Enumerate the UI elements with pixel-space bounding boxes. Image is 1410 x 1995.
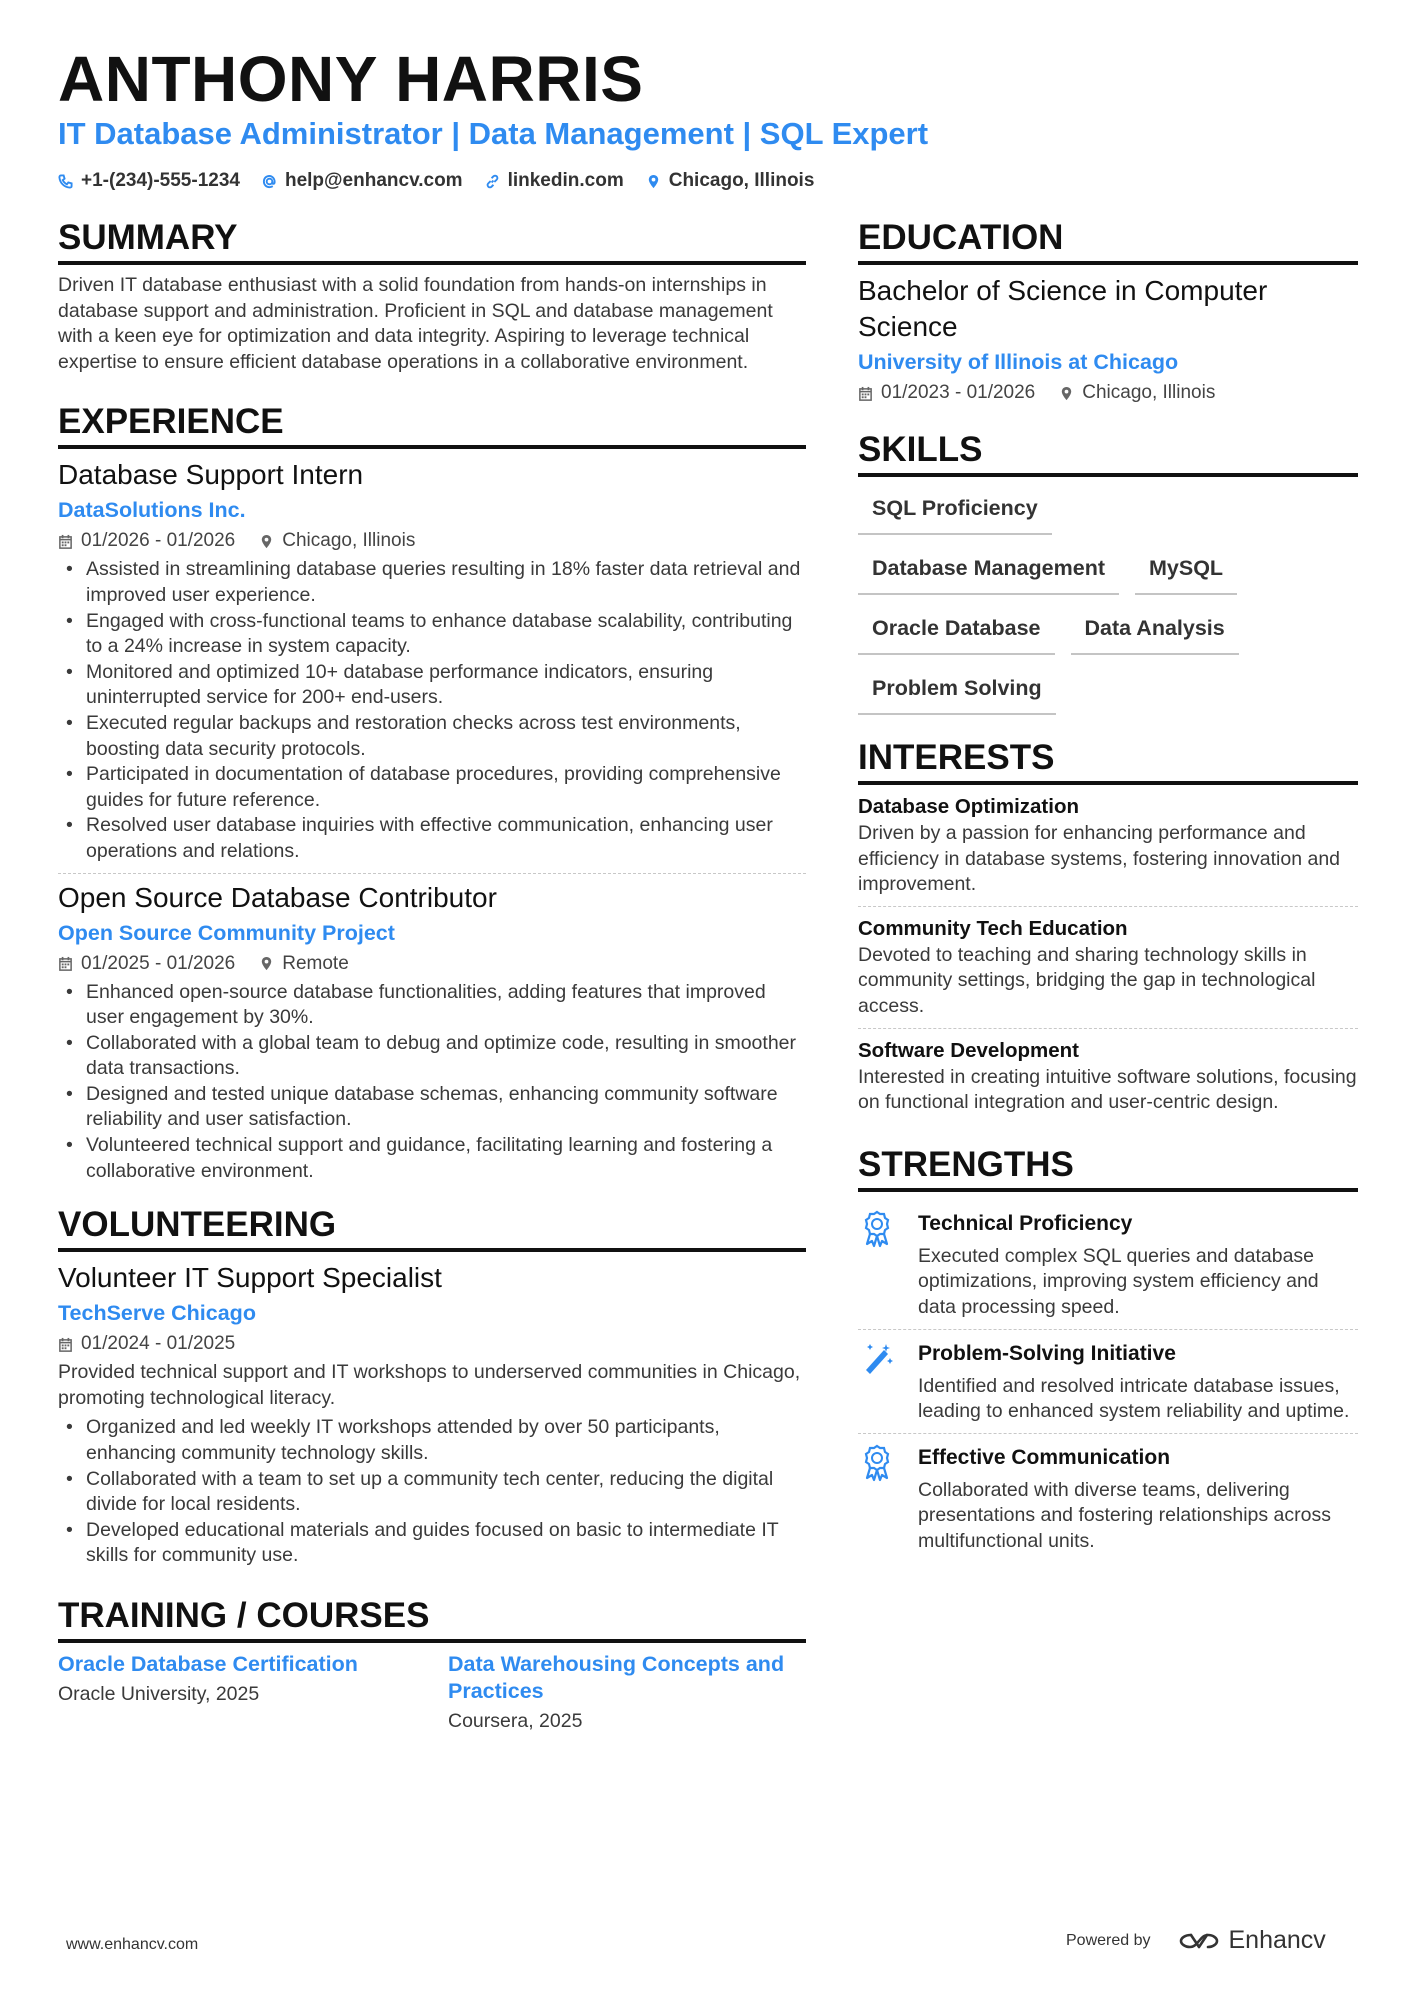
bullet-item: • Volunteered technical support and guidance, facilitating learning and fostering a collaborative environment. <box>58 1133 806 1184</box>
experience-entry <box>58 880 806 1185</box>
summary-heading: SUMMARY <box>58 217 806 265</box>
left-column <box>58 217 806 1763</box>
job-title: Database Support Intern <box>58 459 364 491</box>
magic-wand-icon <box>860 1340 894 1378</box>
calendar-icon <box>58 956 73 971</box>
course-provider: Oracle University, 2025 <box>58 1683 260 1705</box>
bullet-item: • Resolved user database inquiries with effective communication, enhancing user operations and relations. <box>58 813 806 864</box>
job-bullets <box>58 557 806 864</box>
strength-text: Identified and resolved intricate database issues, leading to enhanced system reliability and uptime. <box>918 1374 1350 1423</box>
strength-icon-wrap <box>858 1208 896 1321</box>
skill-tag: Database Management <box>858 553 1119 595</box>
interest-text: Driven by a passion for enhancing performance and efficiency in database systems, fostering innovation and improvement. <box>858 822 1341 896</box>
bullet-item: • Collaborated with a team to set up a community tech center, reducing the digital divide for local residents. <box>58 1467 806 1518</box>
interests-section <box>858 737 1358 1124</box>
powered-by-label: Powered by <box>1066 1931 1151 1949</box>
strengths-section <box>858 1144 1358 1563</box>
job-location <box>259 527 415 555</box>
calendar-icon <box>58 1337 73 1352</box>
volunteer-meta <box>58 1330 806 1358</box>
education-heading: EDUCATION <box>858 217 1358 265</box>
award-ribbon-icon <box>860 1444 894 1482</box>
education-dates-text: 01/2023 - 01/2026 <box>881 382 1036 403</box>
contact-email[interactable] <box>262 170 463 192</box>
job-dates <box>58 950 235 978</box>
skill-tag: MySQL <box>1135 553 1237 595</box>
footer-website[interactable]: www.enhancv.com <box>66 1936 199 1953</box>
training-item <box>448 1651 788 1737</box>
skill-tag: Oracle Database <box>858 613 1055 655</box>
education-meta <box>858 379 1358 407</box>
skill-tag: Problem Solving <box>858 673 1056 715</box>
link-icon <box>485 174 500 189</box>
interest-title: Database Optimization <box>858 795 1079 818</box>
bullet-item: • Collaborated with a global team to debug and optimize code, resulting in smoother data transactions. <box>58 1031 806 1082</box>
strengths-heading: STRENGTHS <box>858 1144 1358 1192</box>
bullet-item: • Participated in documentation of database procedures, providing comprehensive guides for future reference. <box>58 762 806 813</box>
education-section <box>858 217 1358 407</box>
education-location-text: Chicago, Illinois <box>1082 382 1216 403</box>
volunteer-dates-text: 01/2024 - 01/2025 <box>81 1333 236 1355</box>
right-column <box>858 217 1358 1589</box>
job-dates <box>58 527 235 555</box>
company-name: DataSolutions Inc. <box>58 498 246 523</box>
strength-title: Problem-Solving Initiative <box>918 1341 1176 1365</box>
phone-icon <box>58 174 73 189</box>
job-dates-text: 01/2025 - 01/2026 <box>81 952 236 974</box>
headline: IT Database Administrator | Data Management | SQL Expert <box>58 116 929 151</box>
course-title: Oracle Database Certification <box>58 1652 358 1676</box>
strength-item <box>858 1329 1358 1433</box>
enhancv-logo-icon <box>1177 1929 1221 1953</box>
experience-heading: EXPERIENCE <box>58 401 806 449</box>
brand-logo[interactable] <box>1177 1926 1326 1955</box>
strength-text: Collaborated with diverse teams, delivering presentations and fostering relationships across multifunctional units. <box>918 1478 1331 1552</box>
education-location <box>1059 379 1215 407</box>
contact-linkedin[interactable] <box>485 170 624 192</box>
skills-section <box>858 429 1358 715</box>
interest-item <box>858 1028 1358 1124</box>
job-meta <box>58 527 806 555</box>
course-provider: Coursera, 2025 <box>448 1710 583 1732</box>
strength-title: Effective Communication <box>918 1445 1171 1469</box>
strength-body <box>918 1338 1358 1425</box>
job-location <box>259 950 349 978</box>
brand-name: Enhancv <box>1228 1926 1326 1954</box>
calendar-icon <box>858 386 873 401</box>
volunteer-role: Volunteer IT Support Specialist <box>58 1262 442 1294</box>
skills-list <box>858 485 1358 715</box>
volunteer-description: Provided technical support and IT workshops to underserved communities in Chicago, promoting technological literacy. <box>58 1361 801 1409</box>
location-pin-icon <box>259 534 274 549</box>
experience-section <box>58 401 806 1184</box>
training-heading: TRAINING / COURSES <box>58 1595 806 1643</box>
experience-entry <box>58 457 806 864</box>
contact-bar <box>58 170 814 192</box>
interest-title: Community Tech Education <box>858 916 1128 940</box>
course-title: Data Warehousing Concepts and Practices <box>448 1652 785 1703</box>
interest-text: Interested in creating intuitive software solutions, focusing on functional integration and user-centric design. <box>858 1065 1357 1114</box>
bullet-item: • Designed and tested unique database schemas, enhancing community software reliability and user satisfaction. <box>58 1082 806 1133</box>
training-list <box>58 1651 806 1737</box>
degree-title: Bachelor of Science in Computer Science <box>858 275 1268 342</box>
contact-phone[interactable] <box>58 170 240 192</box>
job-location-text: Chicago, Illinois <box>282 530 416 552</box>
contact-linkedin-text: linkedin.com <box>507 170 624 191</box>
calendar-icon <box>58 534 73 549</box>
interest-text: Devoted to teaching and sharing technology skills in community settings, bridging the gap in technological access. <box>858 943 1316 1017</box>
location-pin-icon <box>259 956 274 971</box>
interest-item <box>858 906 1358 1028</box>
bullet-item: • Organized and led weekly IT workshops attended by over 50 participants, enhancing community technology skills. <box>58 1415 806 1466</box>
volunteer-dates <box>58 1330 235 1358</box>
school-name: University of Illinois at Chicago <box>858 350 1179 374</box>
strength-icon-wrap <box>858 1442 896 1555</box>
candidate-name: ANTHONY HARRIS <box>58 43 644 115</box>
company-name: Open Source Community Project <box>58 920 395 945</box>
entry-divider <box>58 873 806 874</box>
volunteering-section <box>58 1204 806 1569</box>
job-title: Open Source Database Contributor <box>58 881 497 913</box>
bullet-item: • Executed regular backups and restoration checks across test environments, boosting data security protocols. <box>58 711 806 762</box>
bullet-item: • Monitored and optimized 10+ database performance indicators, ensuring uninterrupted service for 200+ end-users. <box>58 660 806 711</box>
strength-body <box>918 1442 1358 1555</box>
strength-text: Executed complex SQL queries and database optimizations, improving system efficiency and data processing speed. <box>918 1244 1319 1318</box>
volunteer-organization: TechServe Chicago <box>58 1301 256 1326</box>
contact-email-text: help@enhancv.com <box>284 170 463 191</box>
training-section <box>58 1595 806 1737</box>
award-ribbon-icon <box>860 1210 894 1248</box>
volunteer-bullets <box>58 1415 806 1569</box>
training-item <box>58 1651 448 1737</box>
bullet-item: • Enhanced open-source database functionalities, adding features that improved user engagement by 30%. <box>58 980 806 1031</box>
contact-phone-text: +1-(234)-555-1234 <box>81 170 240 191</box>
interest-item <box>858 793 1358 906</box>
at-icon <box>262 174 277 189</box>
job-location-text: Remote <box>282 952 349 974</box>
contact-location <box>646 170 815 192</box>
education-dates <box>858 379 1035 407</box>
summary-section <box>58 217 806 375</box>
location-pin-icon <box>1059 386 1074 401</box>
bullet-item: • Developed educational materials and guides focused on basic to intermediate IT skills for community use. <box>58 1518 806 1569</box>
contact-location-text: Chicago, Illinois <box>668 170 815 191</box>
strength-item <box>858 1433 1358 1563</box>
strength-body <box>918 1208 1358 1321</box>
location-pin-icon <box>646 174 661 189</box>
skills-heading: SKILLS <box>858 429 1358 477</box>
bullet-item: • Assisted in streamlining database queries resulting in 18% faster data retrieval and improved user experience. <box>58 557 806 608</box>
footer-branding <box>1066 1926 1326 1955</box>
job-dates-text: 01/2026 - 01/2026 <box>81 530 236 552</box>
strength-item <box>858 1200 1358 1329</box>
bullet-item: • Engaged with cross-functional teams to enhance database scalability, contributing to a 24% increase in system capacity. <box>58 609 806 660</box>
strength-title: Technical Proficiency <box>918 1211 1133 1235</box>
job-bullets <box>58 980 806 1185</box>
job-meta <box>58 950 806 978</box>
interest-title: Software Development <box>858 1038 1079 1062</box>
summary-text: Driven IT database enthusiast with a solid foundation from hands-on internships in database support and administration. Proficient in SQL and database management with a keen eye for optimization and data integrity. Aspiring to leverage technical expertise to ensure efficient database operations in a collaborative environment. <box>58 274 773 373</box>
volunteering-heading: VOLUNTEERING <box>58 1204 806 1252</box>
strength-icon-wrap <box>858 1338 896 1425</box>
skill-tag: Data Analysis <box>1071 613 1239 655</box>
skill-tag: SQL Proficiency <box>858 493 1052 535</box>
interests-heading: INTERESTS <box>858 737 1358 785</box>
